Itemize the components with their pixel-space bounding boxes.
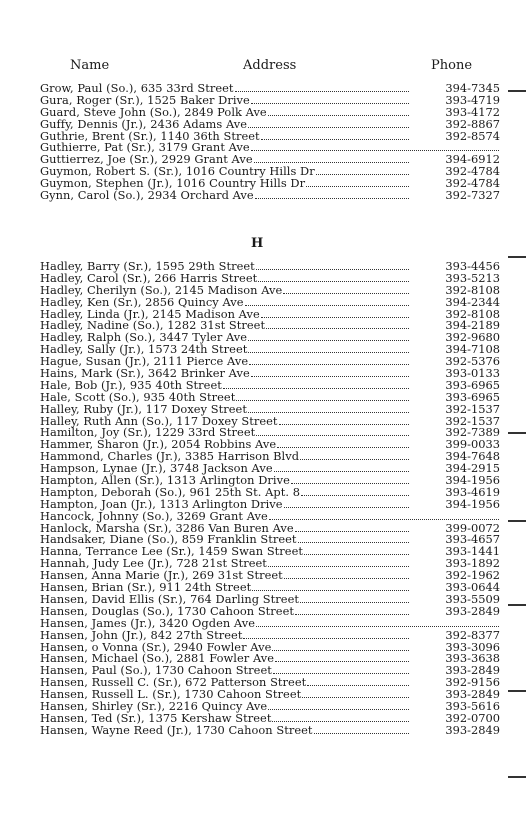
dot-leader: [269, 511, 499, 520]
dot-leader: [268, 558, 409, 567]
entry-phone: 394-6912: [445, 152, 500, 167]
margin-tick: [508, 776, 526, 778]
dot-leader: [272, 713, 409, 722]
dot-leader: [251, 142, 499, 151]
entry-name-address: Guttierrez, Joe (Sr.), 2929 Grant Ave: [40, 152, 253, 167]
entry-name-address: Hadley, Barry (Sr.), 1595 29th Street: [40, 259, 255, 273]
entry-name-address: Hampson, Lynae (Jr.), 3748 Jackson Ave: [40, 461, 273, 476]
name-column-label: Name: [70, 58, 110, 73]
entry-name-address: Hansen, Anna Marie (Jr.), 269 31st Street: [40, 568, 283, 583]
column-header: [0, 58, 526, 74]
entry-phone: 392-9156: [445, 675, 500, 690]
entry-name-address: Hammond, Charles (Jr.), 3385 Harrison Blvd: [40, 449, 300, 464]
entry-name-address: Hale, Bob (Jr.), 935 40th Street: [40, 377, 222, 392]
dot-leader: [314, 725, 409, 734]
entry-name-address: Hampton, Joan (Jr.), 1313 Arlington Drive: [40, 496, 283, 511]
entry-phone: 394-2915: [445, 461, 500, 476]
entry-phone: 394-7108: [445, 342, 500, 357]
dot-leader: [283, 285, 409, 294]
dot-leader: [268, 701, 409, 710]
entry-phone: 393-3638: [445, 651, 500, 666]
entry-phone: 392-5376: [445, 354, 500, 369]
dot-leader: [306, 178, 409, 187]
entry-name-address: Guffy, Dennis (Jr.), 2436 Adams Ave: [40, 116, 248, 131]
entry-phone: 393-2849: [445, 687, 500, 702]
dot-leader: [316, 166, 409, 175]
dot-leader: [300, 594, 409, 603]
entry-name-address: Hansen, o Vonna (Sr.), 2940 Fowler Ave: [40, 639, 272, 654]
dot-leader: [268, 107, 409, 116]
entry-name-address: Hansen, Ted (Sr.), 1375 Kershaw Street: [40, 710, 272, 725]
entry-phone: 392-8867: [445, 116, 500, 131]
entry-phone: 393-2849: [445, 663, 500, 678]
dot-leader: [251, 368, 409, 377]
entry-name-address: Guthierre, Pat (Sr.), 3179 Grant Ave: [40, 140, 250, 155]
entry-phone: 393-4456: [445, 259, 500, 273]
dot-leader: [236, 392, 409, 401]
section-h-list: [40, 261, 500, 737]
entry-name-address: Hadley, Ralph (So.), 3447 Tyler Ave: [40, 330, 248, 345]
entry-phone: 399-0033: [445, 437, 500, 452]
entry-phone: 393-4719: [445, 92, 500, 107]
directory-row: [40, 722, 500, 737]
entry-phone: 392-1537: [445, 401, 500, 416]
entry-name-address: Hansen, Russell L. (Sr.), 1730 Cahoon Street: [40, 687, 302, 702]
dot-leader: [223, 380, 409, 389]
entry-phone: 392-8108: [445, 306, 500, 321]
margin-tick: [508, 604, 526, 606]
entry-name-address: Hansen, Michael (So.), 2881 Fowler Ave: [40, 651, 275, 666]
entry-name-address: Hansen, David Ellis (Sr.), 764 Darling Street: [40, 591, 299, 606]
entry-phone: 393-3096: [445, 639, 500, 654]
entry-name-address: Hansen, John (Jr.), 842 27th Street: [40, 627, 243, 642]
dot-leader: [258, 273, 409, 282]
dot-leader: [295, 606, 409, 615]
entry-phone: 393-0133: [445, 366, 500, 381]
entry-name-address: Hadley, Ken (Sr.), 2856 Quincy Ave: [40, 294, 244, 309]
entry-phone: 393-4619: [445, 484, 500, 499]
directory-row: [40, 190, 500, 202]
dot-leader: [261, 131, 409, 140]
entry-phone: 392-0700: [445, 710, 500, 725]
entry-name-address: Hanna, Terrance Lee (Sr.), 1459 Swan Street: [40, 544, 303, 559]
dot-leader: [277, 439, 409, 448]
entry-name-address: Hadley, Carol (Sr.), 266 Harris Street: [40, 270, 258, 285]
dot-leader: [256, 261, 409, 270]
entry-name-address: Hansen, Paul (So.), 1730 Cahoon Street: [40, 663, 272, 678]
dot-leader: [295, 523, 409, 532]
entry-name-address: Hansen, Brian (Sr.), 911 24th Street: [40, 580, 252, 595]
entry-phone: 394-7648: [445, 449, 500, 464]
entry-phone: 392-1537: [445, 413, 500, 428]
entry-name-address: Hansen, Douglas (So.), 1730 Cahoon Street: [40, 603, 295, 618]
entry-name-address: Hains, Mark (Sr.), 3642 Brinker Ave: [40, 366, 250, 381]
entry-name-address: Guymon, Robert S. (Sr.), 1016 Country Hills Dr: [40, 164, 315, 179]
entry-name-address: Gura, Roger (Sr.), 1525 Baker Drive: [40, 92, 250, 107]
entry-name-address: Hadley, Sally (Jr.), 1573 24th Street: [40, 342, 248, 357]
entry-name-address: Hampton, Deborah (So.), 961 25th St. Apt. 8: [40, 484, 301, 499]
dot-leader: [275, 653, 409, 662]
entry-phone: 394-1956: [445, 473, 500, 488]
entry-phone: 392-9680: [445, 330, 500, 345]
entry-phone: 393-5509: [445, 591, 500, 606]
entry-name-address: Hansen, Shirley (Sr.), 2216 Quincy Ave: [40, 698, 268, 713]
dot-leader: [248, 404, 409, 413]
entry-name-address: Guard, Steve John (So.), 2849 Polk Ave: [40, 104, 267, 119]
entry-name-address: Hansen, Russell C. (Sr.), 672 Patterson Street: [40, 675, 307, 690]
entry-name-address: Hannah, Judy Lee (Jr.), 728 21st Street: [40, 556, 267, 571]
entry-name-address: Hamilton, Joy (Sr.), 1229 33rd Street: [40, 425, 256, 440]
dot-leader: [272, 642, 409, 651]
entry-name-address: Hale, Scott (So.), 935 40th Street: [40, 389, 236, 404]
entry-phone: 392-7389: [445, 425, 500, 440]
dot-leader: [273, 665, 409, 674]
entry-name-address: Halley, Ruby (Jr.), 117 Doxey Street: [40, 401, 247, 416]
margin-tick: [508, 520, 526, 522]
dot-leader: [256, 427, 409, 436]
margin-tick: [508, 690, 526, 692]
entry-phone: 392-4784: [445, 176, 500, 191]
entry-phone: 393-1441: [445, 544, 500, 559]
dot-leader: [256, 618, 499, 627]
dot-leader: [307, 677, 409, 686]
entry-phone: 393-2849: [445, 722, 500, 737]
dot-leader: [251, 95, 409, 104]
dot-leader: [284, 570, 409, 579]
dot-leader: [235, 83, 409, 92]
address-column-label: Address: [243, 58, 297, 73]
dot-leader: [245, 297, 409, 306]
section-heading-h: H: [251, 236, 264, 251]
entry-phone: 392-4784: [445, 164, 500, 179]
dot-leader: [298, 534, 409, 543]
entry-name-address: Grow, Paul (So.), 635 33rd Street: [40, 81, 234, 95]
entry-name-address: Hadley, Nadine (So.), 1282 31st Street: [40, 318, 266, 333]
entry-phone: 392-1962: [445, 568, 500, 583]
entry-name-address: Hadley, Cherilyn (So.), 2145 Madison Ave: [40, 282, 283, 297]
dot-leader: [248, 332, 409, 341]
entry-name-address: Guthrie, Brent (Sr.), 1140 36th Street: [40, 128, 260, 143]
phone-column-label: Phone: [431, 58, 473, 73]
entry-phone: 394-2189: [445, 318, 500, 333]
entry-name-address: Hampton, Allen (Sr.), 1313 Arlington Drive: [40, 473, 290, 488]
entry-phone: 392-8574: [445, 128, 500, 143]
dot-leader: [284, 499, 409, 508]
dot-leader: [248, 344, 409, 353]
dot-leader: [255, 190, 409, 199]
dot-leader: [291, 475, 409, 484]
entry-phone: 393-6965: [445, 389, 500, 404]
entry-phone: 392-7327: [445, 188, 500, 203]
entry-phone: 393-5213: [445, 270, 500, 285]
entry-phone: 394-1956: [445, 496, 500, 511]
dot-leader: [300, 451, 409, 460]
dot-leader: [243, 630, 409, 639]
dot-leader: [254, 154, 409, 163]
dot-leader: [249, 356, 409, 365]
entry-phone: 393-5616: [445, 698, 500, 713]
entry-name-address: Gynn, Carol (So.), 2934 Orchard Ave: [40, 188, 254, 203]
dot-leader: [252, 582, 409, 591]
margin-tick: [508, 90, 526, 92]
dot-leader: [304, 546, 409, 555]
dot-leader: [302, 689, 409, 698]
entry-name-address: Handsaker, Diane (So.), 859 Franklin Street: [40, 532, 297, 547]
dot-leader: [266, 320, 409, 329]
entry-name-address: Hansen, James (Jr.), 3420 Ogden Ave: [40, 615, 256, 630]
entry-phone: 392-8377: [445, 627, 500, 642]
dot-leader: [261, 309, 409, 318]
entry-name-address: Halley, Ruth Ann (So.), 117 Doxey Street: [40, 413, 278, 428]
dot-leader: [248, 119, 409, 128]
margin-tick: [508, 256, 526, 258]
entry-phone: 393-4657: [445, 532, 500, 547]
entry-name-address: Hadley, Linda (Jr.), 2145 Madison Ave: [40, 306, 260, 321]
margin-tick: [508, 432, 526, 434]
entry-phone: 392-8108: [445, 282, 500, 297]
dot-leader: [274, 463, 409, 472]
entry-name-address: Guymon, Stephen (Jr.), 1016 Country Hills Dr: [40, 176, 306, 191]
entry-phone: 399-0072: [445, 520, 500, 535]
entry-phone: 394-7345: [445, 81, 500, 95]
entry-phone: 393-0644: [445, 580, 500, 595]
entry-name-address: Hammer, Sharon (Jr.), 2054 Robbins Ave: [40, 437, 277, 452]
entry-name-address: Hansen, Wayne Reed (Jr.), 1730 Cahoon Street: [40, 722, 313, 737]
dot-leader: [279, 416, 409, 425]
entry-name-address: Hanlock, Marsha (Sr.), 3286 Van Buren Ave: [40, 520, 294, 535]
entry-phone: 393-6965: [445, 377, 500, 392]
entry-phone: 393-2849: [445, 603, 500, 618]
entry-phone: 393-4172: [445, 104, 500, 119]
entry-phone: 393-1892: [445, 556, 500, 571]
entry-name-address: Hague, Susan (Jr.), 2111 Pierce Ave: [40, 354, 249, 369]
entry-name-address: Hancock, Johnny (So.), 3269 Grant Ave: [40, 508, 268, 523]
section-g-list: [40, 83, 500, 202]
entry-phone: 394-2344: [445, 294, 500, 309]
dot-leader: [301, 487, 409, 496]
